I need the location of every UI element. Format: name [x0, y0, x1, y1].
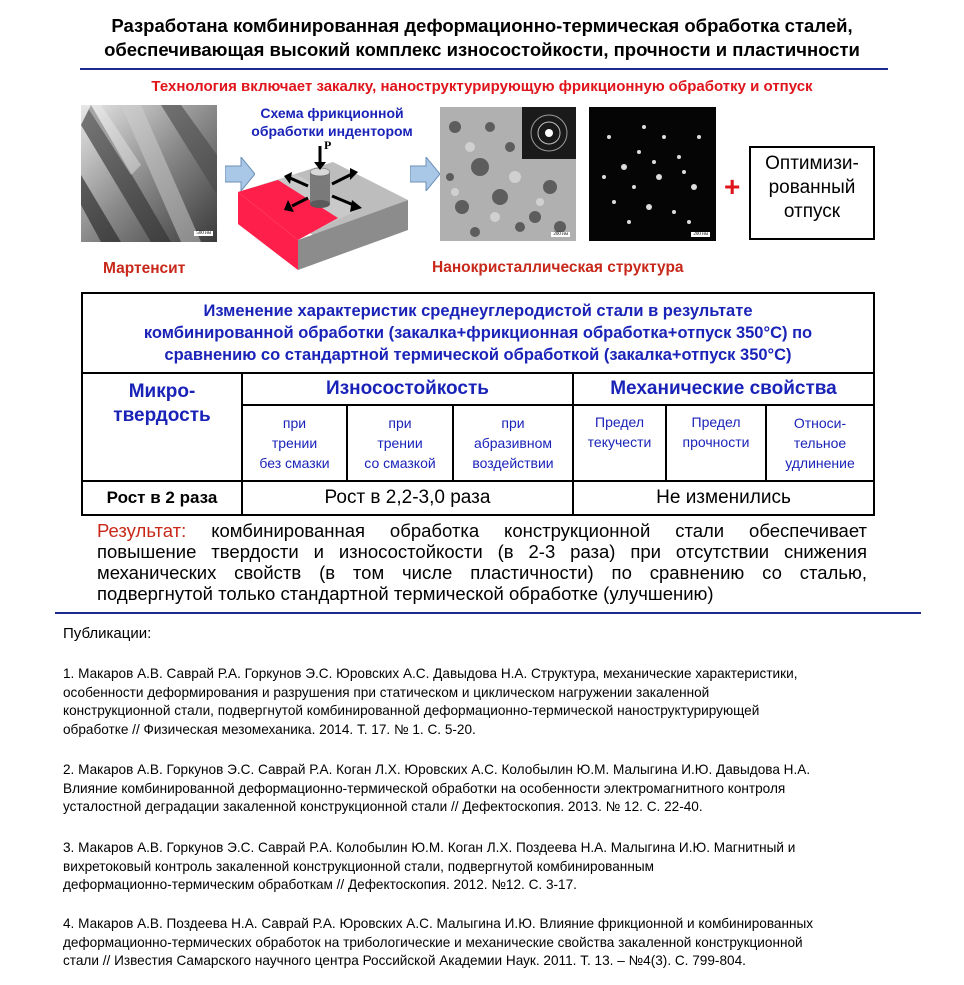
- title-line-1: Разработана комбинированная деформационно-термическая обработка сталей,: [111, 15, 853, 36]
- scale-bar-label: 200 нм: [693, 232, 708, 237]
- nanostructure-darkfield-micrograph: [589, 107, 716, 241]
- caption-martensite: Мартенсит: [103, 260, 186, 277]
- caption-nanostructure: Нанокристаллическая структура: [432, 259, 684, 276]
- martensite-micrograph: [81, 105, 217, 242]
- publications-title: Публикации:: [63, 625, 152, 642]
- subheader-yield-strength: Предел текучести: [573, 405, 666, 481]
- scale-bar-label: 500 нм: [196, 231, 211, 236]
- wear-resistance-header: Износостойкость: [242, 373, 573, 405]
- publication-item: 2. Макаров А.В. Горкунов Э.С. Саврай Р.А. Коган Л.Х. Юровских А.С. Колобылин Ю.М. Малыгина И.Ю. Давыдова Н.А. Влияние комбинированной деформационно-термической обработки на особенности электромагнитного контроля усталостной деградации закаленной конструкционной стали // Дефектоскопия. 2013. № 12. С. 22-40.: [63, 762, 811, 815]
- mechanical-properties-header: Механические свойства: [573, 373, 874, 405]
- subheader-abrasive: при абразивном воздействии: [453, 405, 573, 481]
- force-label: P: [324, 138, 332, 152]
- properties-table: [81, 292, 875, 516]
- subheader-tensile-strength: Предел прочности: [666, 405, 766, 481]
- scale-bar-label: 200 нм: [553, 232, 568, 237]
- subheader-lubricated-friction: при трении со смазкой: [347, 405, 453, 481]
- nanostructure-brightfield-micrograph: [440, 107, 576, 241]
- tempering-box: Оптимизи- рованный отпуск: [749, 146, 875, 240]
- microhardness-header: Микро- твердость: [82, 373, 242, 481]
- scheme-title: Схема фрикционной обработки индентором: [251, 105, 413, 139]
- subtitle: Технология включает закалку, наноструктурирующую фрикционную обработку и отпуск: [151, 78, 813, 95]
- subheader-dry-friction: при трении без смазки: [242, 405, 347, 481]
- publication-item: 1. Макаров А.В. Саврай Р.А. Горкунов Э.С. Юровских А.С. Давыдова Н.А. Структура, механические характеристики, особенности деформирования и разрушения при статическом и циклическом нагружении закаленной конструкционной стали, подвергнутой комбинированной деформационно-термической наноструктурирующей обработке // Физическая мезомеханика. 2014. Т. 17. № 1. С. 5-20.: [63, 666, 798, 737]
- publications-rule: [55, 612, 921, 614]
- plus-icon: +: [724, 171, 741, 202]
- result-paragraph: [97, 520, 867, 604]
- result-label: Результат:: [97, 520, 187, 541]
- arrow-right-icon: [410, 157, 440, 191]
- page-title: [0, 14, 964, 62]
- result-wear-resistance: Рост в 2,2-3,0 раза: [242, 481, 573, 515]
- publication-item: 3. Макаров А.В. Горкунов Э.С. Саврай Р.А. Колобылин Ю.М. Коган Л.Х. Поздеева Н.А. Малыгина И.Ю. Магнитный и вихретоковый контроль закаленной конструкционной стали, подвергнутой комбинированным деформационно-термическим обработкам // Дефектоскопия. 2012. №12. С. 3-17.: [63, 840, 796, 893]
- result-text: комбинированная обработка конструкционной стали обеспечивает повышение твердости и износостойкости (в 2-3 раза) при отсутствии снижения механических свойств (в том числе пластичности) по сравнению со сталью, подвергнутой только стандартной термической обработке (улучшению): [97, 520, 867, 604]
- subheader-elongation: Относи- тельное удлинение: [766, 405, 874, 481]
- result-mechanical: Не изменились: [573, 481, 874, 515]
- table-heading: Изменение характеристик среднеуглеродистой стали в результате комбинированной обработки (закалка+фрикционная обработка+отпуск 350°С) по сравнению со стандартной термической обработкой (закалка+отпуск 350°С): [82, 293, 874, 373]
- publication-item: 4. Макаров А.В. Поздеева Н.А. Саврай Р.А. Юровских А.С. Малыгина И.Ю. Влияние фрикционной и комбинированных деформационно-термических обработок на трибологические и механические свойства закаленной конструкционной стали // Известия Самарского научного центра Российской Академии Наук. 2011. Т. 13. – №4(3). С. 799-804.: [63, 916, 814, 969]
- header-rule: [80, 68, 888, 70]
- result-microhardness: Рост в 2 раза: [82, 481, 242, 515]
- title-line-2: обеспечивающая высокий комплекс износостойкости, прочности и пластичности: [104, 39, 860, 60]
- friction-scheme-diagram: [238, 140, 413, 275]
